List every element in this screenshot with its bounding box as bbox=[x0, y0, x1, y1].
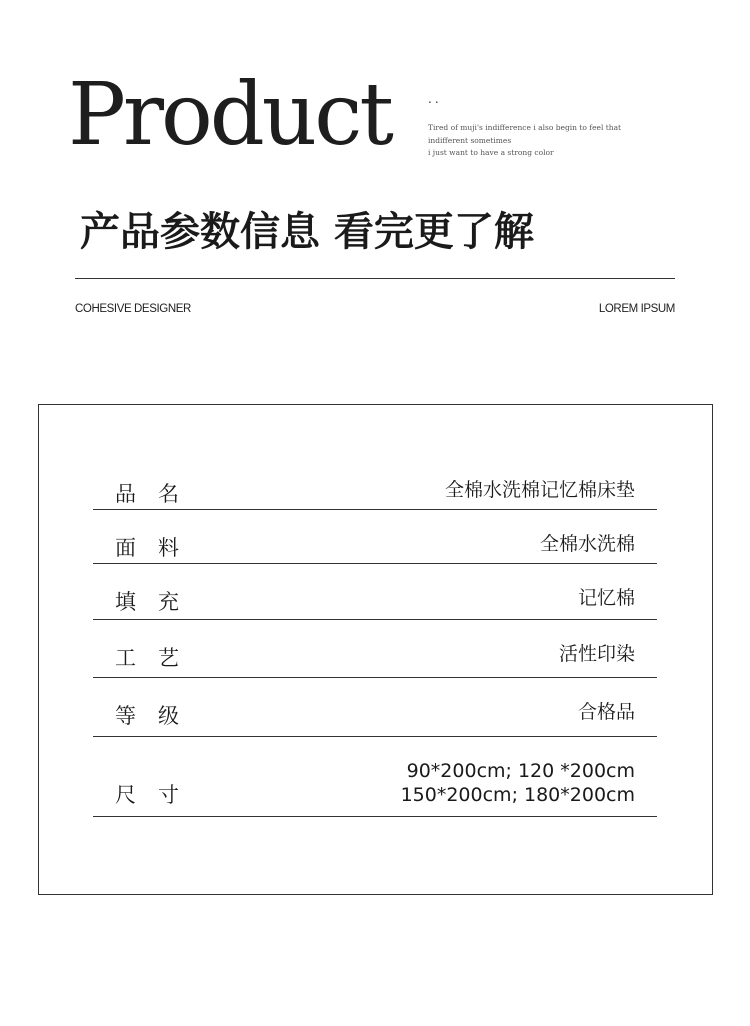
page-title: Product bbox=[68, 65, 391, 165]
divider bbox=[75, 278, 675, 279]
size-line: 90*200cm; 120 *200cm bbox=[406, 760, 635, 782]
tagline-line: indifferent sometimes bbox=[428, 135, 512, 145]
spec-row-grade bbox=[93, 678, 657, 737]
lorem-label: LOREM IPSUM bbox=[598, 303, 675, 315]
spec-value: 合格品 bbox=[577, 701, 635, 723]
spec-value bbox=[401, 759, 635, 807]
spec-key: 尺寸 bbox=[115, 783, 201, 807]
decorative-dots: .. bbox=[428, 92, 442, 106]
spec-key: 面料 bbox=[115, 536, 201, 560]
spec-key: 品名 bbox=[115, 482, 201, 506]
spec-value: 活性印染 bbox=[558, 643, 635, 665]
designer-label: COHESIVE DESIGNER bbox=[75, 303, 191, 315]
spec-row-filling bbox=[93, 564, 657, 620]
spec-key: 填充 bbox=[115, 590, 201, 614]
spec-value: 全棉水洗棉 bbox=[539, 533, 635, 555]
spec-value: 记忆棉 bbox=[577, 587, 635, 609]
section-subtitle: 产品参数信息 看完更了解 bbox=[80, 209, 534, 255]
tagline-line: Tired of muji's indifference i also begin to feel that bbox=[428, 123, 622, 132]
tagline bbox=[428, 122, 648, 160]
spec-row-fabric bbox=[93, 510, 657, 564]
spec-value: 全棉水洗棉记忆棉床垫 bbox=[444, 479, 635, 501]
spec-key: 工艺 bbox=[115, 646, 201, 670]
spec-row-name bbox=[93, 472, 657, 510]
size-line: 150*200cm; 180*200cm bbox=[400, 784, 635, 806]
spec-row-process bbox=[93, 620, 657, 678]
tagline-line: i just want to have a strong color bbox=[428, 148, 554, 157]
spec-key: 等级 bbox=[115, 704, 201, 728]
spec-row-size bbox=[93, 737, 657, 817]
